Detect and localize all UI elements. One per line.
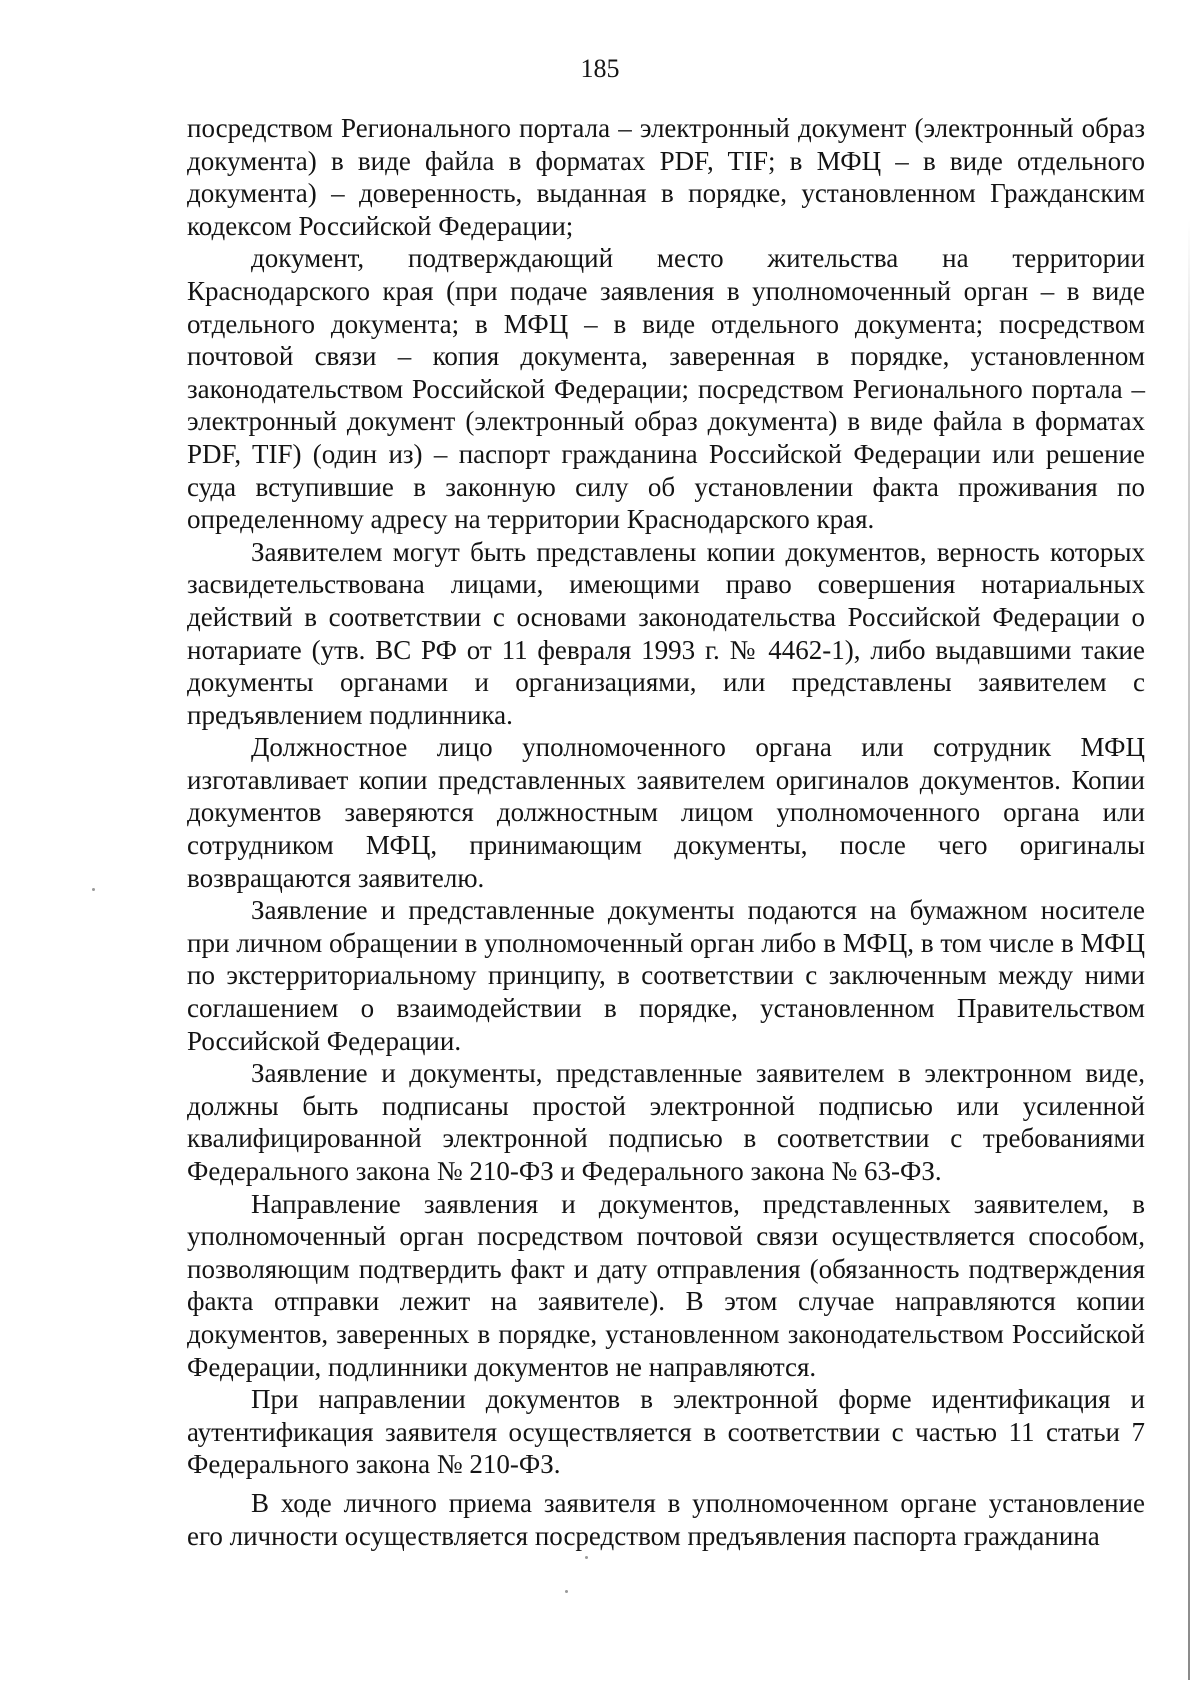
paragraph-2: документ, подтверждающий место жительства на территории Краснодарского края (при подаче заявления в уполномоченный орган – в виде отдельного документа; в МФЦ – в виде отдельного документа; посредством почтовой связи – копия документа, заверенная в порядке, установленном законодательством Российской Федерации; посредством Регионального портала – электронный документ (электронный образ документа) в виде файла в форматах PDF, TIF) (один из) – паспорт гражданина Российской Федерации или решение суда вступившие в законную силу об установлении факта проживания по определенному адресу на территории Краснодарского края. xyxy=(187,243,1145,535)
paragraph-3: Заявителем могут быть представлены копии документов, верность которых засвидетельствована лицами, имеющими право совершения нотариальных действий в соответствии с основами законодательства Российской Федерации о нотариате (утв. ВС РФ от 11 февраля 1993 г. № 4462-1), либо выдавшими такие документы органами и организациями, или представлены заявителем с предъявлением подлинника. xyxy=(187,536,1145,730)
paragraph-6: Заявление и документы, представленные заявителем в электронном виде, должны быть подписаны простой электронной подписью или усиленной квалифицированной электронной подписью в соответствии с требованиями Федерального закона № 210-ФЗ и Федерального закона № 63-ФЗ. xyxy=(187,1058,1145,1186)
scan-speck xyxy=(92,888,95,891)
paragraph-8: При направлении документов в электронной форме идентификация и аутентификация заявителя осуществляется в соответствии с частью 11 статьи 7 Федерального закона № 210-ФЗ. xyxy=(187,1384,1145,1480)
scan-speck xyxy=(585,1556,588,1559)
page-number: 185 xyxy=(580,54,620,83)
paragraph-1: посредством Регионального портала – электронный документ (электронный образ документа) в виде файла в форматах PDF, TIF; в МФЦ – в виде отдельного документа) – доверенность, выданная в порядке, установленном Гражданским кодексом Российской Федерации; xyxy=(187,113,1145,241)
paragraph-9: В ходе личного приема заявителя в уполномоченном органе установление его личности осуществляется посредством предъявления паспорта гражданина xyxy=(187,1487,1145,1551)
scan-edge-shadow xyxy=(1188,220,1190,1680)
scan-speck xyxy=(565,1590,568,1593)
paragraph-7: Направление заявления и документов, представленных заявителем, в уполномоченный орган посредством почтовой связи осуществляется способом, позволяющим подтвердить факт и дату отправления (обязанность подтверждения факта отправки лежит на заявителе). В этом случае направляются копии документов, заверенных в порядке, установленном законодательством Российской Федерации, подлинники документов не направляются. xyxy=(187,1188,1145,1382)
paragraph-4: Должностное лицо уполномоченного органа или сотрудник МФЦ изготавливает копии представленных заявителем оригиналов документов. Копии документов заверяются должностным лицом уполномоченного органа или сотрудником МФЦ, принимающим документы, после чего оригиналы возвращаются заявителю. xyxy=(187,732,1145,893)
document-body xyxy=(187,112,1145,1552)
paragraph-5: Заявление и представленные документы подаются на бумажном носителе при личном обращении в уполномоченный орган либо в МФЦ, в том числе в МФЦ по экстерриториальному принципу, в соответствии с заключенным между ними соглашением о взаимодействии в порядке, установленном Правительством Российской Федерации. xyxy=(187,895,1145,1056)
